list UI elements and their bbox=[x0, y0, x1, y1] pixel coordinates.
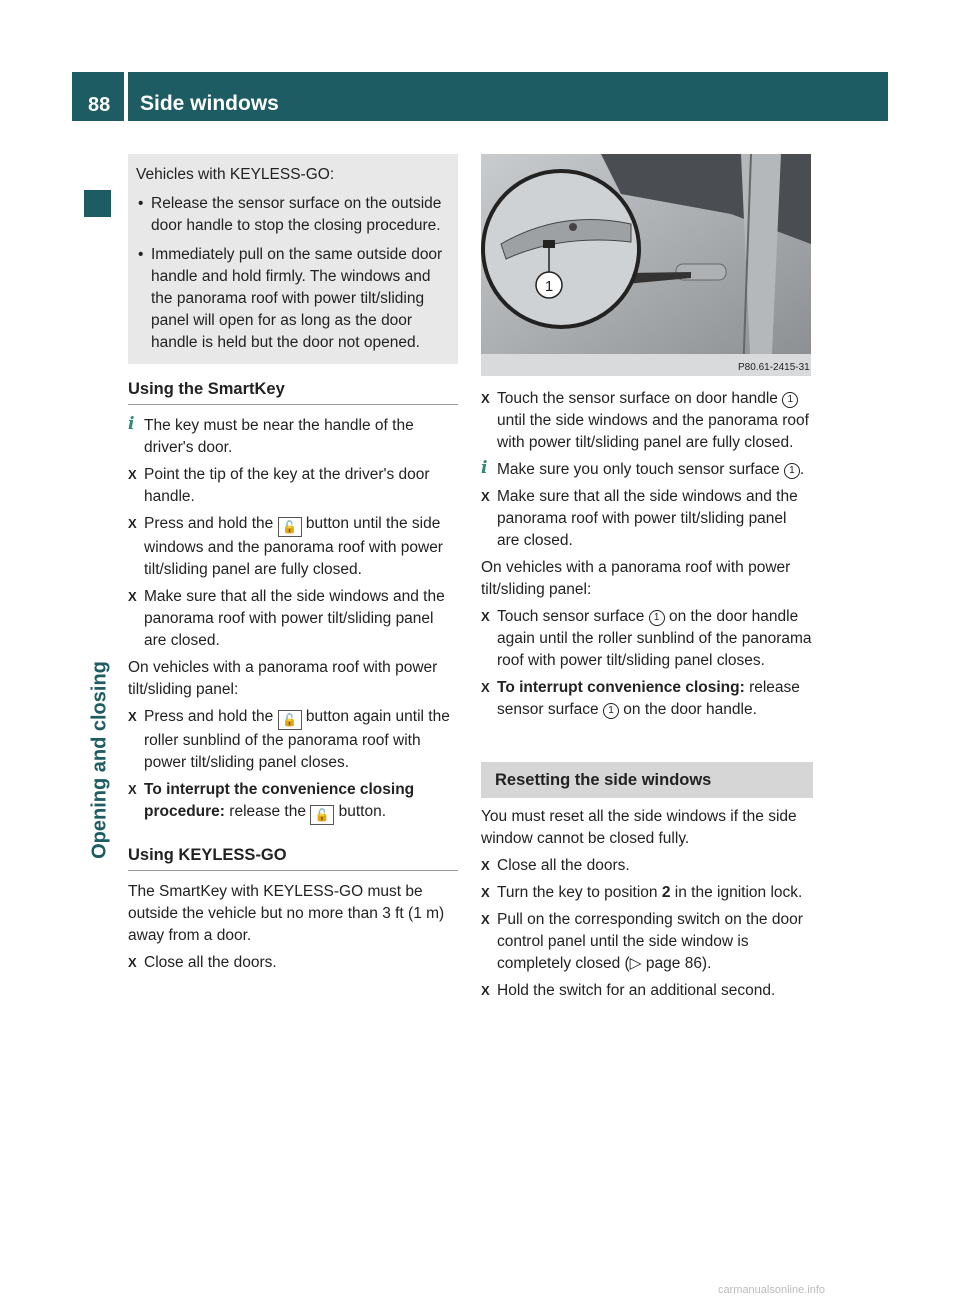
info-note: i Make sure you only touch sensor surface 1 . bbox=[481, 458, 805, 478]
paragraph: On vehicles with a panorama roof with power tilt/sliding panel: bbox=[128, 659, 438, 698]
page-reference-arrow: ▷ bbox=[629, 955, 642, 972]
header-divider bbox=[124, 72, 128, 121]
watermark: carmanualsonline.info bbox=[718, 1284, 826, 1296]
info-note: i The key must be near the handle of the driver's door. bbox=[128, 414, 414, 456]
chapter-label: Opening and closing bbox=[88, 661, 111, 859]
left-column bbox=[128, 154, 458, 979]
unlock-button-icon: 🔓 bbox=[310, 805, 334, 825]
note-bullet: • Release the sensor surface on the outside door handle to stop the closing procedure. bbox=[136, 193, 450, 237]
step-item: X Make sure that all the side windows and the panorama roof with power tilt/sliding panel are closed. bbox=[128, 586, 458, 652]
callout-marker: 1 bbox=[782, 392, 798, 408]
note-intro: Vehicles with KEYLESS-GO: bbox=[136, 166, 335, 183]
section-heading-reset: Resetting the side windows bbox=[481, 762, 813, 798]
section-heading-keyless: Using KEYLESS-GO bbox=[128, 844, 458, 871]
callout-marker: 1 bbox=[649, 610, 665, 626]
paragraph: The SmartKey with KEYLESS-GO must be outside the vehicle but no more than 3 ft (1 m) away from a door. bbox=[128, 883, 445, 944]
photo-reference-code: P80.61-2415-31 bbox=[738, 362, 810, 373]
info-icon: i bbox=[481, 458, 488, 478]
paragraph: You must reset all the side windows if the side window cannot be closed fully. bbox=[481, 808, 797, 847]
page-number: 88 bbox=[88, 94, 111, 116]
photo-callout-label: 1 bbox=[544, 278, 554, 295]
callout-marker: 1 bbox=[603, 703, 619, 719]
step-item: X To interrupt the convenience closing procedure: release the 🔓 button. bbox=[128, 779, 458, 825]
keyless-note-box bbox=[128, 154, 458, 364]
paragraph: On vehicles with a panorama roof with power tilt/sliding panel: bbox=[481, 559, 791, 598]
door-handle-photo bbox=[481, 154, 811, 376]
callout-marker: 1 bbox=[784, 463, 800, 479]
step-item: X Make sure that all the side windows and the panorama roof with power tilt/sliding panel are closed. bbox=[481, 486, 813, 552]
step-item: X Close all the doors. bbox=[128, 952, 458, 974]
info-icon: i bbox=[128, 414, 135, 434]
unlock-button-icon: 🔓 bbox=[278, 517, 302, 537]
step-item: X Hold the switch for an additional second. bbox=[481, 980, 813, 1002]
step-item: X Press and hold the 🔓 button again until the roller sunblind of the panorama roof with power tilt/sliding panel closes. bbox=[128, 706, 458, 774]
page-title: Side windows bbox=[140, 92, 279, 115]
unlock-button-icon: 🔓 bbox=[278, 710, 302, 730]
step-item: X Touch sensor surface 1 on the door handle again until the roller sunblind of the panorama roof with power tilt/sliding panel closes. bbox=[481, 606, 813, 672]
step-item: X Pull on the corresponding switch on the door control panel until the side window is completely closed (▷ page 86). bbox=[481, 909, 813, 975]
section-heading-smartkey: Using the SmartKey bbox=[128, 378, 458, 405]
right-column bbox=[481, 388, 813, 1007]
page-reference-link[interactable]: page 86). bbox=[645, 955, 712, 972]
section-marker bbox=[84, 190, 111, 217]
step-item: X Press and hold the 🔓 button until the side windows and the panorama roof with power tilt/sliding panel are fully closed. bbox=[128, 513, 458, 581]
note-bullet: • Immediately pull on the same outside door handle and hold firmly. The windows and the panorama roof with power tilt/sliding panel will open for as long as the door handle is held but the door not opened. bbox=[136, 244, 450, 354]
step-item: X Point the tip of the key at the driver's door handle. bbox=[128, 464, 458, 508]
step-item: X Close all the doors. bbox=[481, 855, 813, 877]
step-item: X Turn the key to position 2 in the ignition lock. bbox=[481, 882, 813, 904]
step-item: X To interrupt convenience closing: release sensor surface 1 on the door handle. bbox=[481, 677, 813, 721]
step-item: X Touch the sensor surface on door handle 1 until the side windows and the panorama roof with power tilt/sliding panel are fully closed. bbox=[481, 388, 813, 454]
